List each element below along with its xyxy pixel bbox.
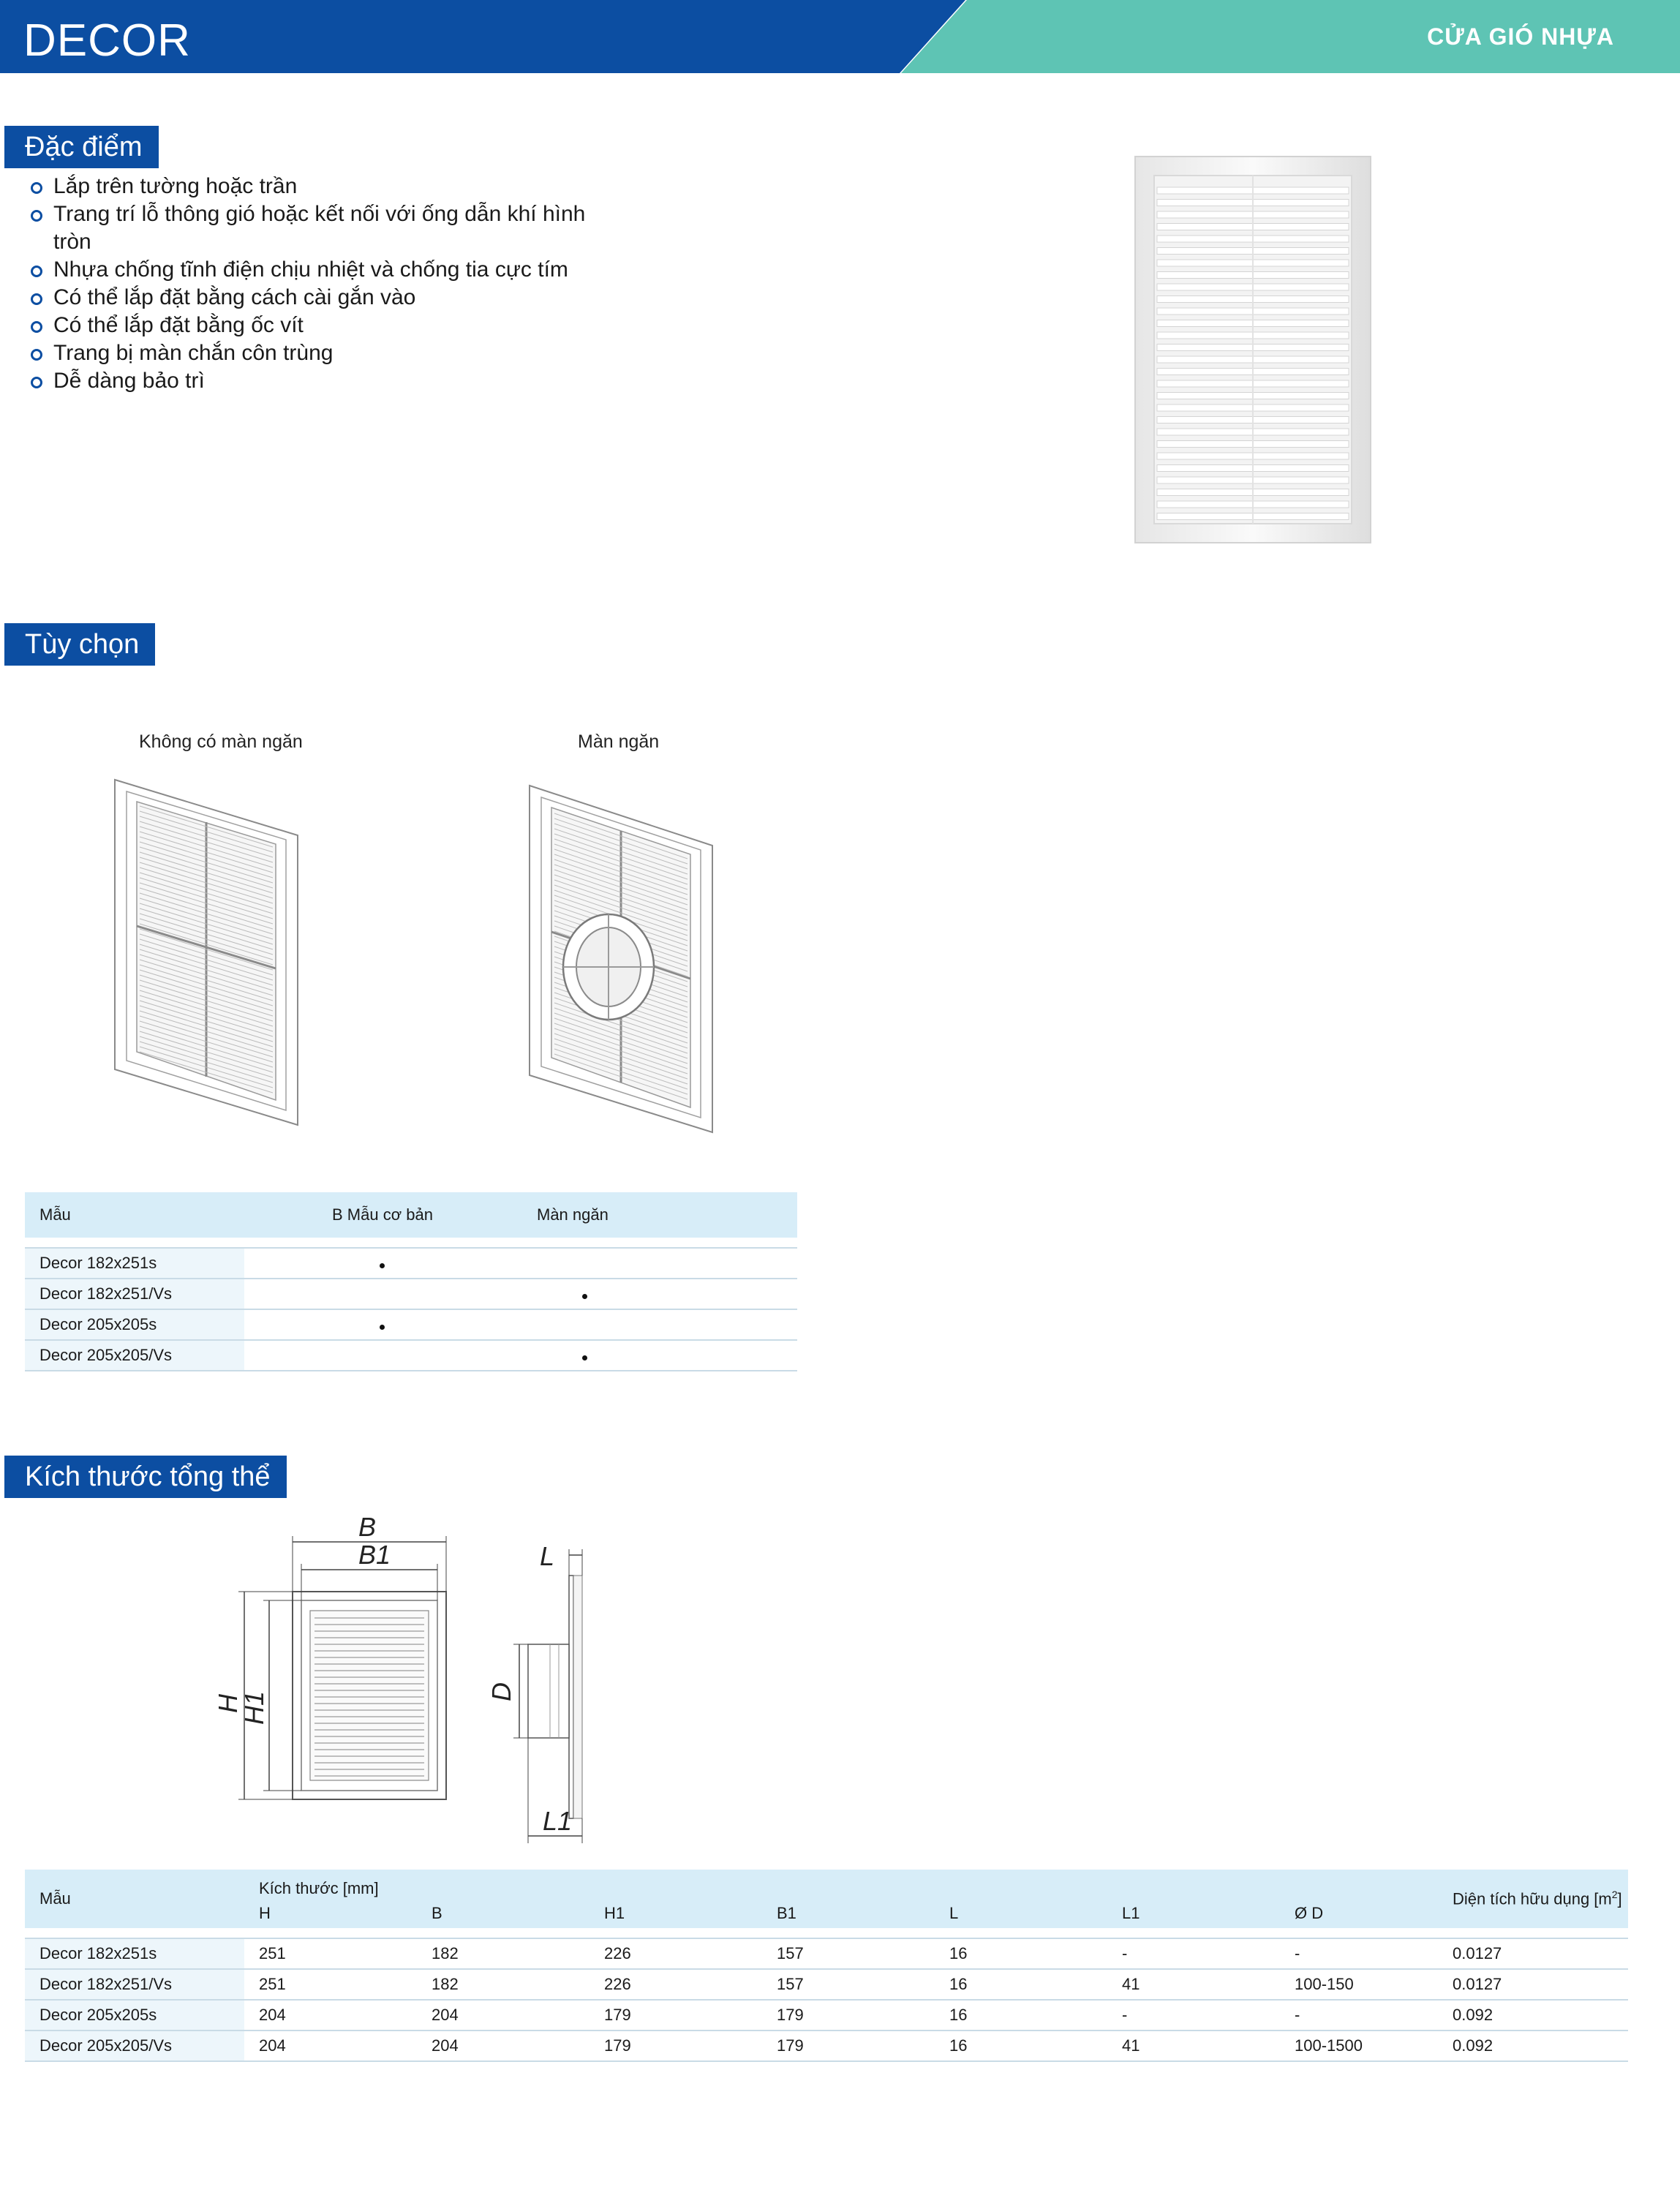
dims-cell: Decor 182x251s [25, 1938, 244, 1969]
table-row [25, 1248, 797, 1279]
page-title: DECOR [23, 15, 191, 66]
table-row [25, 1340, 797, 1371]
dims-cell: 0.092 [1453, 2000, 1628, 2030]
dims-cell: 251 [244, 1969, 417, 2000]
dims-cell: 16 [935, 1969, 1107, 2000]
dims-cell: 179 [762, 2000, 935, 2030]
table-row [25, 1309, 797, 1340]
bullet-icon [31, 321, 42, 333]
dimension-drawing [212, 1514, 622, 1865]
table-row [25, 1938, 1628, 1969]
dims-cell: 204 [417, 2000, 589, 2030]
dims-cell: 157 [762, 1938, 935, 1969]
dims-cell: - [1280, 1938, 1453, 1969]
product-grille-image [1132, 154, 1374, 546]
included-dot-icon [582, 1355, 587, 1360]
dims-cell: 204 [244, 2030, 417, 2061]
grille-with-screen-drawing [521, 775, 718, 1134]
dims-cell: 16 [935, 2030, 1107, 2061]
option-label-with-screen: Màn ngăn [578, 731, 660, 752]
bullet-icon [31, 266, 42, 277]
dims-cell: - [1107, 1938, 1280, 1969]
dims-col-d: Ø D [1280, 1899, 1453, 1928]
dims-cell: Decor 205x205/Vs [25, 2030, 244, 2061]
dim-label-l: L [540, 1541, 555, 1571]
feature-item: Dễ dàng bảo trì [28, 367, 606, 395]
dims-cell: 0.092 [1453, 2030, 1628, 2061]
feature-item: Lắp trên tường hoặc trần [28, 173, 606, 200]
features-list [28, 173, 606, 395]
dim-label-d: D [486, 1682, 516, 1701]
dims-cell: 182 [417, 1969, 589, 2000]
options-cell-model: Decor 205x205s [25, 1309, 244, 1340]
dims-cell: 41 [1107, 1969, 1280, 2000]
feature-item: Trang bị màn chắn côn trùng [28, 339, 606, 367]
table-row [25, 1969, 1628, 2000]
dims-cell: Decor 205x205s [25, 2000, 244, 2030]
dims-cell: 0.0127 [1453, 1938, 1628, 1969]
dims-cell: 16 [935, 1938, 1107, 1969]
options-heading: Tùy chọn [4, 623, 155, 666]
dim-label-h1: H1 [239, 1690, 269, 1725]
options-header-model: Mẫu [25, 1192, 244, 1238]
options-header-basic: B Mẫu cơ bản [244, 1192, 537, 1238]
table-row [25, 2030, 1628, 2061]
dims-col-h1: H1 [589, 1899, 762, 1928]
dim-label-b1: B1 [358, 1540, 391, 1570]
feature-item: Có thể lắp đặt bằng cách cài gắn vào [28, 284, 606, 312]
table-row [25, 1279, 797, 1309]
dims-cell: 204 [417, 2030, 589, 2061]
dims-cell: 157 [762, 1969, 935, 2000]
dims-cell: 179 [589, 2030, 762, 2061]
dims-header-group: Kích thước [mm] [244, 1870, 1453, 1899]
options-cell-model: Decor 182x251/Vs [25, 1279, 244, 1309]
dims-cell: 16 [935, 2000, 1107, 2030]
dim-label-h: H [213, 1694, 243, 1713]
bullet-icon [31, 349, 42, 361]
category-label: CỬA GIÓ NHỰA [1427, 23, 1614, 50]
dims-header-area: Diện tích hữu dụng $[m^2]$ [1453, 1870, 1628, 1928]
options-cell-model: Decor 182x251s [25, 1248, 244, 1279]
table-row [25, 2000, 1628, 2030]
bullet-icon [31, 293, 42, 305]
dim-label-b: B [358, 1514, 377, 1542]
dims-col-l1: L1 [1107, 1899, 1280, 1928]
dims-cell: 179 [762, 2030, 935, 2061]
dims-cell: - [1280, 2000, 1453, 2030]
dims-cell: 0.0127 [1453, 1969, 1628, 2000]
dims-cell: 251 [244, 1938, 417, 1969]
grille-without-screen-drawing [106, 775, 304, 1126]
dims-cell: 179 [589, 2000, 762, 2030]
dims-col-b1: B1 [762, 1899, 935, 1928]
option-label-without-screen: Không có màn ngăn [139, 731, 303, 752]
dimensions-table [25, 1870, 1628, 2062]
included-dot-icon [380, 1263, 385, 1268]
included-dot-icon [582, 1294, 587, 1299]
feature-item: Có thể lắp đặt bằng ốc vít [28, 312, 606, 339]
bullet-icon [31, 182, 42, 194]
options-table [25, 1192, 797, 1371]
dims-cell: 41 [1107, 2030, 1280, 2061]
options-cell-model: Decor 205x205/Vs [25, 1340, 244, 1371]
bullet-icon [31, 210, 42, 222]
features-heading: Đặc điểm [4, 126, 159, 168]
dimensions-heading: Kích thước tổng thể [4, 1456, 287, 1498]
dims-cell: 100-1500 [1280, 2030, 1453, 2061]
dims-header-model: Mẫu [25, 1870, 244, 1928]
dims-col-h: H [244, 1899, 417, 1928]
feature-item: Nhựa chống tĩnh điện chịu nhiệt và chống tia cực tím [28, 256, 606, 284]
dims-cell: 226 [589, 1969, 762, 2000]
dims-cell: 100-150 [1280, 1969, 1453, 2000]
dims-col-l: L [935, 1899, 1107, 1928]
dims-cell: Decor 182x251/Vs [25, 1969, 244, 2000]
dims-cell: - [1107, 2000, 1280, 2030]
options-header-screen: Màn ngăn [537, 1192, 797, 1238]
feature-item: Trang trí lỗ thông gió hoặc kết nối với ống dẫn khí hình tròn [28, 200, 606, 256]
bullet-icon [31, 377, 42, 388]
dims-cell: 182 [417, 1938, 589, 1969]
dims-col-b: B [417, 1899, 589, 1928]
dims-cell: 204 [244, 2000, 417, 2030]
dims-cell: 226 [589, 1938, 762, 1969]
dim-label-l1: L1 [543, 1806, 573, 1836]
included-dot-icon [380, 1325, 385, 1330]
